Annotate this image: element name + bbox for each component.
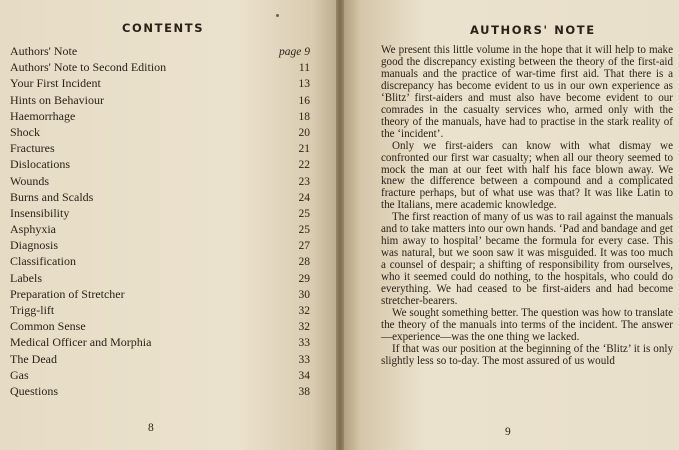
ink-speck	[276, 14, 279, 17]
contents-list	[10, 43, 310, 399]
toc-page: 23	[298, 175, 310, 188]
left-page-number: 8	[148, 422, 154, 434]
toc-title: Dislocations	[10, 157, 70, 172]
paragraph: We sought something better. The question was how to translate the theory of the manuals into terms of the incident. The answer—experience—was the one thing we lacked.	[381, 306, 673, 343]
toc-page: 20	[298, 126, 310, 139]
toc-title: Burns and Scalds	[10, 189, 94, 204]
toc-entry	[10, 75, 310, 91]
toc-title: Questions	[10, 383, 58, 398]
toc-page: 33	[298, 337, 310, 350]
toc-page: 30	[298, 288, 310, 301]
toc-entry	[10, 221, 310, 237]
right-page-number: 9	[505, 426, 511, 438]
authors-note-heading: AUTHORS' NOTE	[470, 23, 596, 37]
toc-page: 28	[298, 256, 310, 269]
toc-entry	[10, 286, 310, 302]
authors-note-body	[381, 45, 673, 368]
toc-title: Preparation of Stretcher	[10, 286, 125, 301]
toc-entry	[10, 253, 310, 269]
toc-entry	[10, 140, 310, 156]
toc-entry	[10, 59, 310, 75]
toc-page: 25	[298, 207, 310, 220]
toc-entry	[10, 173, 310, 189]
toc-title: Medical Officer and Morphia	[10, 335, 152, 350]
toc-entry	[10, 205, 310, 221]
toc-title: Authors' Note	[10, 44, 78, 58]
toc-entry	[10, 334, 310, 350]
toc-title: Authors' Note to Second Edition	[10, 60, 167, 75]
toc-page: 16	[298, 94, 310, 107]
toc-entry	[10, 237, 310, 253]
toc-title: Wounds	[10, 173, 50, 188]
toc-title: Labels	[10, 270, 42, 285]
toc-title: Haemorrhage	[10, 108, 76, 123]
toc-entry	[10, 92, 310, 108]
toc-title: Fractures	[10, 141, 55, 156]
toc-page: 33	[298, 353, 310, 366]
toc-entry	[10, 383, 310, 399]
toc-title: The Dead	[10, 351, 57, 366]
paragraph: If that was our position at the beginning of the ‘Blitz’ it is only slightly less so to-day. The most assured of us would	[381, 342, 673, 367]
toc-page: 25	[298, 224, 310, 237]
toc-entry	[10, 43, 310, 59]
toc-title: Asphyxia	[10, 222, 56, 237]
toc-page: 29	[298, 272, 310, 285]
toc-entry	[10, 156, 310, 172]
toc-page: 27	[298, 240, 310, 253]
toc-page: 18	[298, 110, 310, 123]
toc-title: Your First Incident	[10, 76, 101, 91]
toc-page: page 9	[279, 46, 310, 58]
toc-page: 32	[298, 305, 310, 317]
toc-title: Common Sense	[10, 319, 86, 334]
toc-entry	[10, 367, 310, 383]
toc-entry	[10, 318, 310, 334]
toc-title: Gas	[10, 367, 29, 382]
toc-title: Trigg-lift	[10, 303, 55, 317]
toc-page: 21	[298, 143, 310, 156]
toc-entry	[10, 189, 310, 205]
paragraph: The first reaction of many of us was to rail against the manuals and to take matters into our own hands. ‘Pad and bandage and get him away to hospital’ became the formula for every case. This was natural, but we soon saw it was misguided. It was too much a counsel of despair; a shifting of responsibility from ourselves, who it seemed could do nothing, to the hospitals, who could do everything. We had ceased to be first-aiders and had become stretcher-bearers.	[381, 211, 673, 308]
toc-entry	[10, 108, 310, 124]
book-gutter	[336, 0, 344, 450]
toc-title: Hints on Behaviour	[10, 92, 104, 107]
toc-page: 11	[298, 62, 310, 75]
toc-page: 13	[298, 78, 310, 91]
toc-title: Shock	[10, 124, 40, 139]
toc-entry	[10, 302, 310, 318]
toc-title: Diagnosis	[10, 238, 58, 253]
toc-entry	[10, 124, 310, 140]
paragraph: Only we first-aiders can know with what dismay we confronted our first war casualty; when all our theory seemed to mock the man at our feet with half his face blown away. We knew the difference between a compound and a complicated fracture perhaps, but of what use was that? It was like Latin to the Italians, mere academic knowledge.	[381, 139, 673, 212]
contents-heading: CONTENTS	[122, 21, 205, 35]
toc-page: 32	[298, 321, 310, 334]
paragraph: We present this little volume in the hope that it will help to make good the discrepancy existing between the theory of the first-aid manuals and the practice of war-time first aid. That there is a discrepancy has become evident to us in our own experience as ‘Blitz’ first-aiders and must also have become evident to our comrades in the casualty services who, armed only with the theory of the manuals, have had to practise in the stark reality of the ‘incident’.	[381, 44, 673, 140]
toc-title: Insensibility	[10, 205, 70, 220]
toc-page: 22	[298, 159, 310, 172]
toc-entry	[10, 270, 310, 286]
toc-title: Classification	[10, 254, 76, 269]
toc-entry	[10, 351, 310, 367]
toc-page: 34	[298, 369, 310, 382]
toc-page: 38	[298, 385, 310, 398]
toc-page: 24	[298, 191, 310, 204]
